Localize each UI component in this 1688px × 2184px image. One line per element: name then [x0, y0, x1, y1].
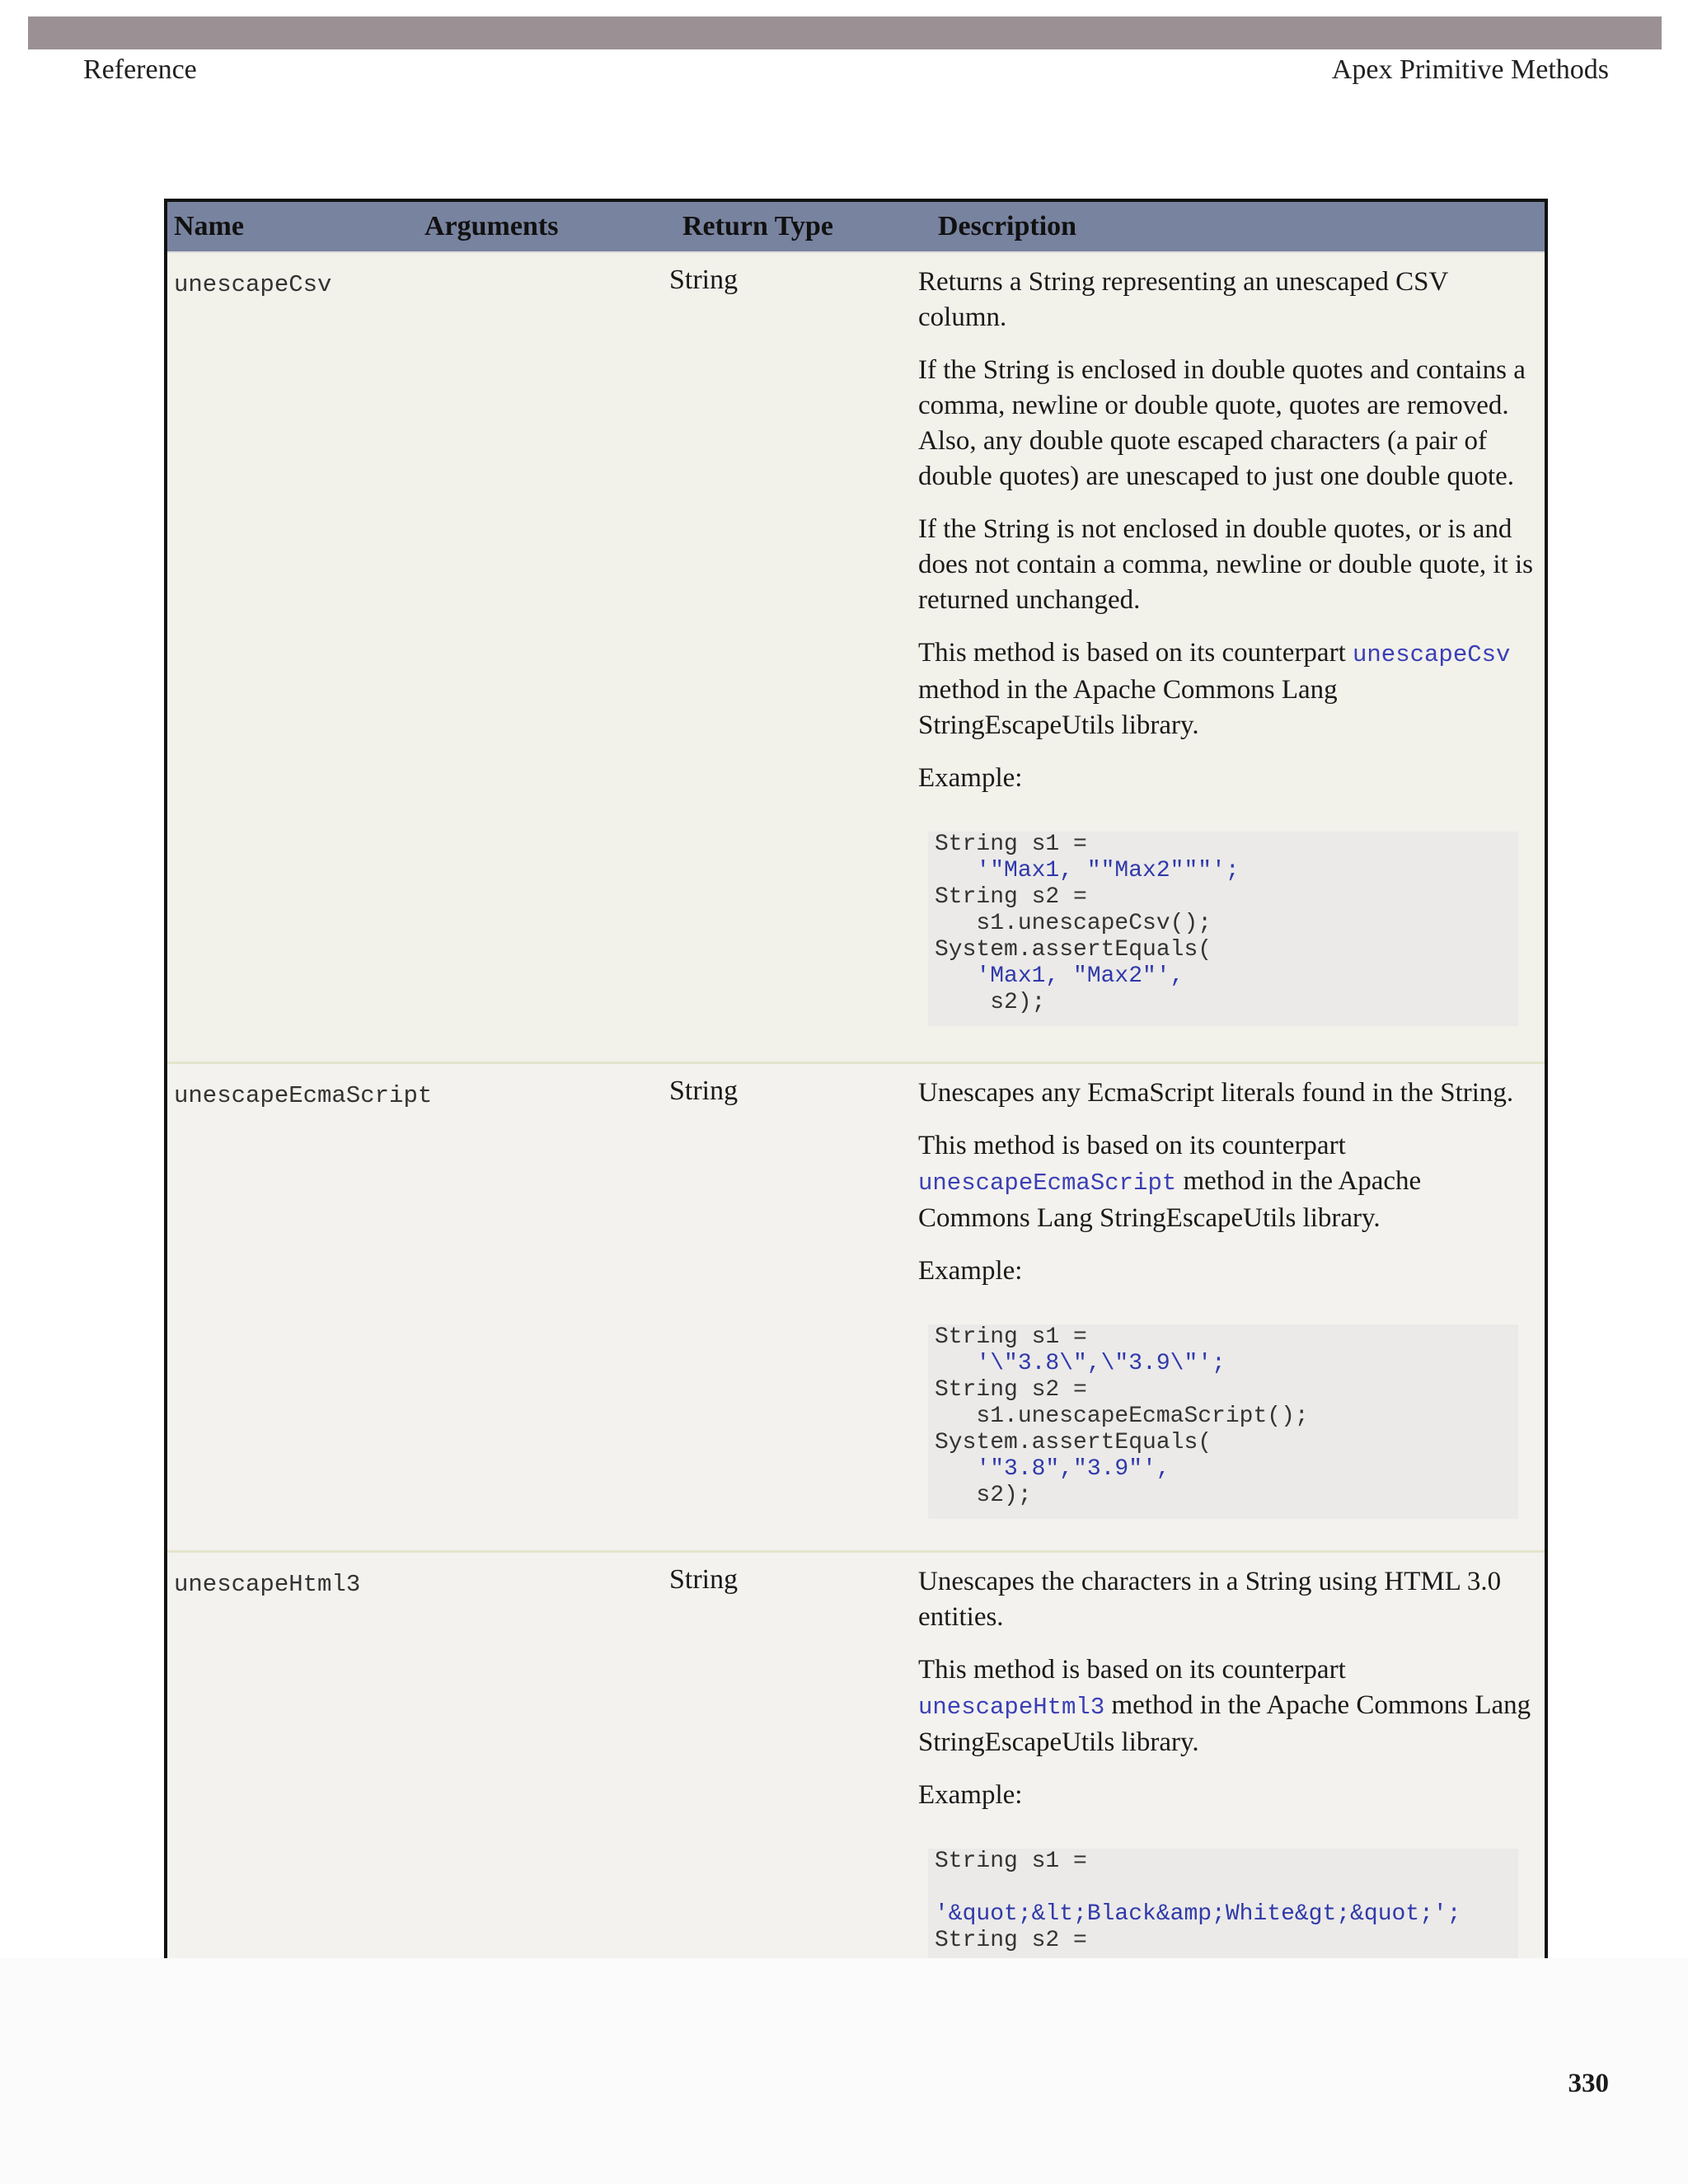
- text: This method is based on its counterpart: [918, 638, 1353, 668]
- code-example: [928, 832, 1518, 1026]
- method-description: [912, 253, 1545, 1062]
- method-description: [912, 1553, 1545, 1965]
- method-link[interactable]: unescapeEcmaScript: [918, 1169, 1177, 1197]
- description-paragraph: [918, 1652, 1538, 1760]
- code-line: String s1 =: [935, 832, 1087, 857]
- table-row: [167, 1553, 1545, 1965]
- code-line: '&quot;&lt;Black&amp;White&gt;&quot;';: [935, 1901, 1461, 1927]
- method-name: unescapeCsv: [174, 271, 332, 298]
- method-link[interactable]: unescapeHtml3: [918, 1694, 1105, 1721]
- column-header-description: Description: [938, 211, 1077, 241]
- code-line: String s2 =: [935, 1928, 1087, 1953]
- code-line: String s1 =: [935, 1324, 1087, 1350]
- code-line: 'Max1, "Max2"',: [935, 963, 1184, 989]
- method-link[interactable]: unescapeCsv: [1353, 641, 1511, 668]
- code-example: [928, 1324, 1518, 1519]
- code-line: String s2 =: [935, 1377, 1087, 1403]
- example-label: Example:: [918, 763, 1023, 793]
- text: method in the Apache Commons Lang StringEscapeUtils library.: [918, 1166, 1422, 1233]
- page-number: 330: [1568, 2069, 1609, 2098]
- return-type: String: [669, 1076, 738, 1106]
- description-paragraph: [918, 635, 1538, 743]
- text: method in the Apache Commons Lang StringEscapeUtils library.: [918, 1690, 1531, 1757]
- method-arguments: [411, 1553, 663, 1965]
- method-name: unescapeHtml3: [174, 1571, 361, 1598]
- header-bar: [28, 16, 1662, 49]
- table-row: [167, 253, 1545, 1064]
- page-bottom-area: [0, 1958, 1688, 2184]
- text: This method is based on its counterpart: [918, 1655, 1346, 1685]
- code-line: s1.unescapeEcmaScript();: [935, 1404, 1309, 1429]
- header-section-title: Reference: [83, 54, 197, 85]
- methods-table: [164, 199, 1548, 1965]
- return-type: String: [669, 265, 738, 295]
- method-name: unescapeEcmaScript: [174, 1082, 433, 1109]
- code-line: s2);: [935, 1483, 1032, 1508]
- table-row: [167, 1064, 1545, 1553]
- code-line: '"Max1, ""Max2"""';: [935, 858, 1240, 883]
- code-line: '\"3.8\",\"3.9\"';: [935, 1351, 1226, 1376]
- code-line: String s1 =: [935, 1849, 1087, 1874]
- column-header-arguments: Arguments: [424, 211, 559, 241]
- header-chapter-title: Apex Primitive Methods: [1331, 54, 1609, 85]
- description-paragraph: Returns a String representing an unescaped CSV column.: [918, 267, 1448, 332]
- code-line: s2);: [935, 990, 1046, 1015]
- example-label: Example:: [918, 1256, 1023, 1286]
- description-paragraph: Unescapes the characters in a String using HTML 3.0 entities.: [918, 1567, 1502, 1632]
- description-paragraph: Unescapes any EcmaScript literals found in the String.: [918, 1078, 1514, 1108]
- table-header-row: [167, 202, 1545, 253]
- description-paragraph: If the String is enclosed in double quotes and contains a comma, newline or double quote, quotes are removed. Also, any double quote escaped characters (a pair of double quotes) are unescaped to just one double quote.: [918, 355, 1526, 491]
- text: method in the Apache Commons Lang StringEscapeUtils library.: [918, 675, 1338, 740]
- return-type: String: [669, 1564, 738, 1595]
- code-line: System.assertEquals(: [935, 1430, 1212, 1455]
- code-line: System.assertEquals(: [935, 937, 1212, 963]
- description-paragraph: [918, 1128, 1538, 1236]
- code-line: String s2 =: [935, 884, 1087, 910]
- code-example: [928, 1849, 1518, 1964]
- code-line: [935, 1875, 1512, 1901]
- column-header-return-type: Return Type: [682, 211, 833, 241]
- method-arguments: [411, 253, 663, 1062]
- code-line: s1.unescapeCsv();: [935, 911, 1212, 936]
- text: This method is based on its counterpart: [918, 1131, 1346, 1160]
- column-header-name: Name: [174, 211, 244, 241]
- code-line: '"3.8","3.9"',: [935, 1456, 1170, 1482]
- method-arguments: [411, 1064, 663, 1550]
- description-paragraph: If the String is not enclosed in double quotes, or is and does not contain a comma, newline or double quote, it is returned unchanged.: [918, 514, 1533, 615]
- method-description: [912, 1064, 1545, 1550]
- example-label: Example:: [918, 1780, 1023, 1810]
